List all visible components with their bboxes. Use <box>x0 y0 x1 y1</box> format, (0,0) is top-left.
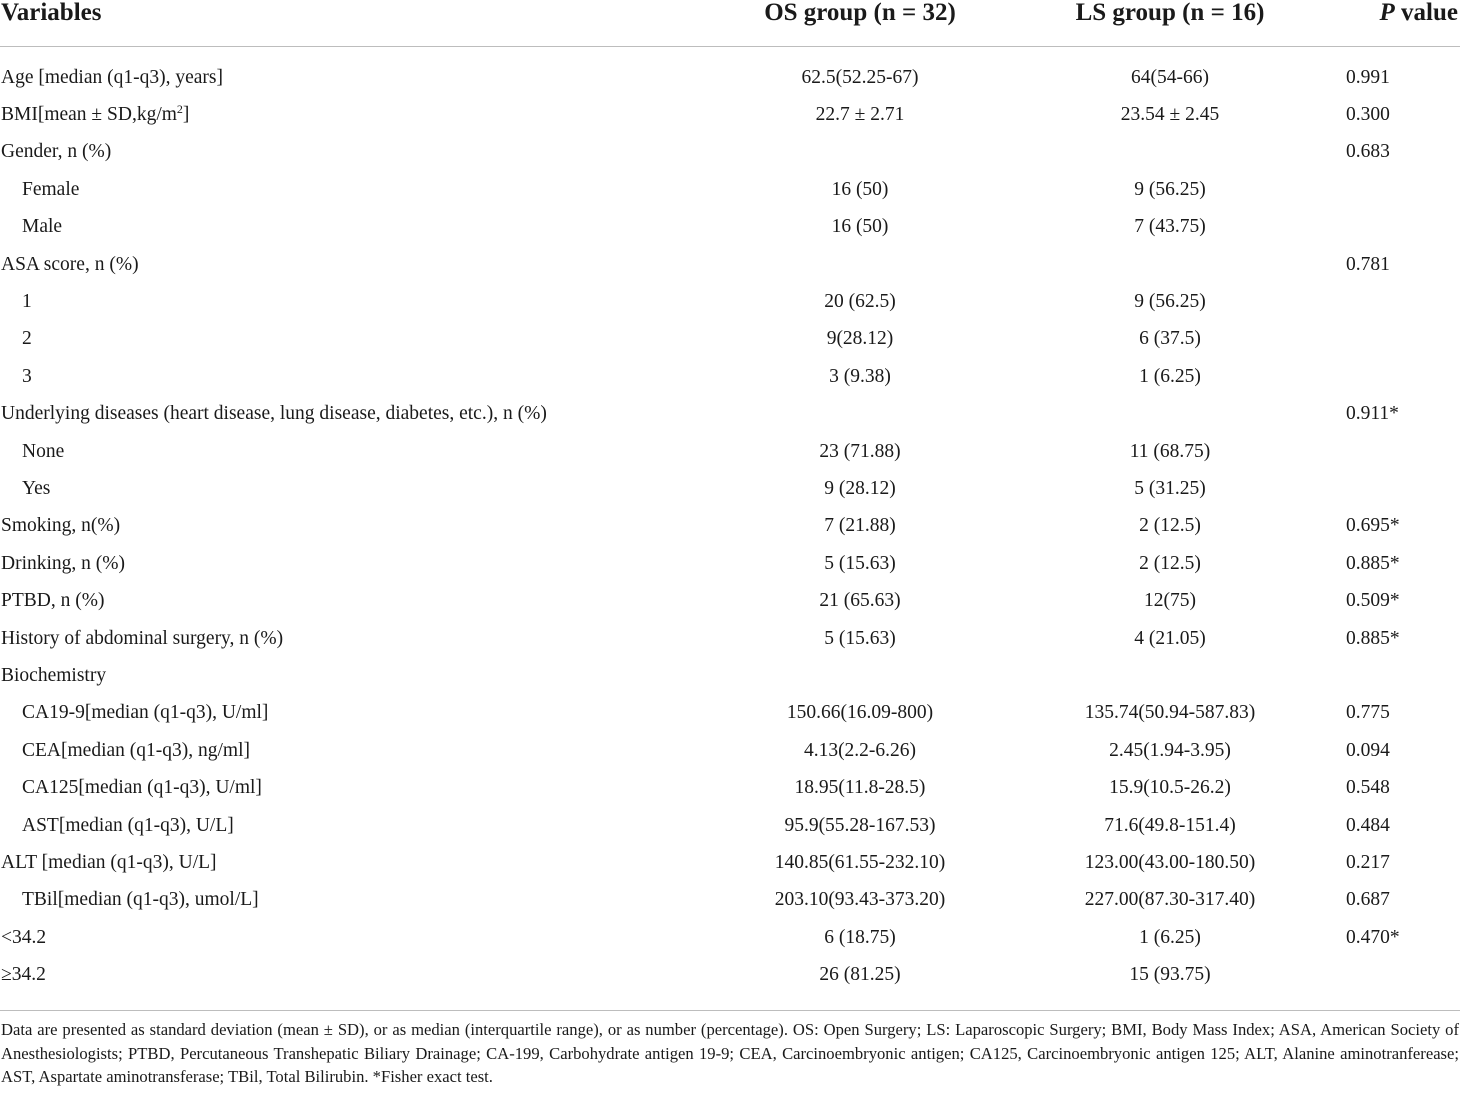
row-ls-value: 71.6(49.8-151.4) <box>1104 814 1236 836</box>
row-ls-value: 11 (68.75) <box>1129 440 1211 462</box>
header-p-value <box>1340 0 1460 47</box>
table-row <box>0 807 1460 844</box>
row-os-value: 62.5(52.25-67) <box>801 66 919 88</box>
row-p-value: 0.300 <box>1346 104 1390 126</box>
table-row <box>0 695 1460 732</box>
row-ls-value: 4 (21.05) <box>1134 627 1206 649</box>
header-p-italic: P <box>1379 0 1395 26</box>
row-ls-value: 227.00(87.30-317.40) <box>1084 889 1256 911</box>
row-variable: Biochemistry <box>1 664 107 686</box>
row-variable: Drinking, n (%) <box>1 552 126 574</box>
row-p-value: 0.470* <box>1346 926 1400 948</box>
table-row <box>0 919 1460 956</box>
row-ls-value: 123.00(43.00-180.50) <box>1084 851 1256 873</box>
table-row <box>0 358 1460 395</box>
row-ls-value: 1 (6.25) <box>1139 365 1201 387</box>
row-ls-value <box>980 396 1340 433</box>
table-header <box>0 0 1460 47</box>
row-os-value: 5 (15.63) <box>824 627 896 649</box>
row-ls-value <box>980 246 1340 283</box>
row-os-value <box>680 396 980 433</box>
row-ls-value: 2 (12.5) <box>1139 515 1201 537</box>
row-p-value: 0.885* <box>1346 552 1400 574</box>
row-ls-value: 2.45(1.94-3.95) <box>1109 739 1231 761</box>
row-p-value: 0.695* <box>1346 515 1400 537</box>
table-row <box>0 134 1460 171</box>
row-os-value: 21 (65.63) <box>819 590 901 612</box>
row-variable: ALT [median (q1-q3), U/L] <box>1 851 217 873</box>
row-variable <box>0 96 680 133</box>
row-p-value: 0.683 <box>1346 141 1390 163</box>
row-ls-value: 7 (43.75) <box>1134 216 1206 238</box>
row-p-value <box>1340 283 1460 320</box>
table-row <box>0 582 1460 619</box>
row-p-value: 0.991 <box>1346 66 1390 88</box>
row-p-value: 0.911* <box>1346 403 1399 425</box>
table-row <box>0 470 1460 507</box>
table-row <box>0 657 1460 694</box>
row-p-value: 0.484 <box>1346 814 1390 836</box>
row-os-value: 23 (71.88) <box>819 440 901 462</box>
row-ls-value: 15 (93.75) <box>1129 964 1211 986</box>
row-ls-value: 5 (31.25) <box>1134 477 1206 499</box>
table-footnote: Data are presented as standard deviation (mean ± SD), or as median (interquartile range), or as number (percentage). OS: Open Surgery; LS: Laparoscopic Surgery; BMI, Body Mass Index; ASA, American Society of Anesthesiologists; PTBD, Percutaneous Transhepatic Biliary Drainage; CA-199, Carbohydrate antigen 19-9; CEA, Carcinoembryonic antigen; CA125, Carcinoembryonic antigen 125; ALT, Alanine aminotranferease; AST, Aspartate aminotransferase; TBil, Total Bilirubin. *Fisher exact test. <box>1 1020 1459 1086</box>
row-os-value: 20 (62.5) <box>824 291 896 313</box>
row-ls-value: 9 (56.25) <box>1134 178 1206 200</box>
table-row <box>0 321 1460 358</box>
table-row <box>0 620 1460 657</box>
row-os-value: 4.13(2.2-6.26) <box>803 739 917 761</box>
row-ls-value: 23.54 ± 2.45 <box>1120 104 1220 126</box>
row-p-value: 0.885* <box>1346 627 1400 649</box>
table-row <box>0 246 1460 283</box>
row-ls-value: 135.74(50.94-587.83) <box>1084 702 1256 724</box>
table-row <box>0 882 1460 919</box>
row-variable: Female <box>22 178 80 200</box>
row-os-value: 16 (50) <box>831 178 889 200</box>
row-ls-value <box>980 657 1340 694</box>
row-ls-value: 2 (12.5) <box>1139 552 1201 574</box>
row-os-value: 203.10(93.43-373.20) <box>774 889 946 911</box>
row-ls-value: 1 (6.25) <box>1139 926 1201 948</box>
row-ls-value: 64(54-66) <box>1131 66 1209 88</box>
row-p-value <box>1340 433 1460 470</box>
row-variable: ASA score, n (%) <box>1 253 139 275</box>
table-row <box>0 209 1460 246</box>
row-ls-value <box>980 134 1340 171</box>
table-row <box>0 769 1460 806</box>
row-p-value: 0.094 <box>1346 739 1390 761</box>
row-p-value: 0.548 <box>1346 777 1390 799</box>
row-variable: TBil[median (q1-q3), umol/L] <box>22 889 259 911</box>
row-p-value <box>1340 956 1460 993</box>
table-row <box>0 96 1460 133</box>
table-row <box>0 956 1460 993</box>
row-variable: CEA[median (q1-q3), ng/ml] <box>22 739 250 761</box>
table-row <box>0 844 1460 881</box>
row-ls-value: 15.9(10.5-26.2) <box>1109 777 1231 799</box>
header-os-group: OS group (n = 32) <box>764 0 956 26</box>
row-os-value: 6 (18.75) <box>824 926 896 948</box>
row-variable: PTBD, n (%) <box>1 590 105 612</box>
row-ls-value: 9 (56.25) <box>1134 291 1206 313</box>
header-p-rest: value <box>1394 0 1458 26</box>
row-variable: ≥34.2 <box>1 964 46 986</box>
row-ls-value: 6 (37.5) <box>1139 328 1201 350</box>
row-p-value: 0.775 <box>1346 702 1390 724</box>
row-p-value: 0.781 <box>1346 253 1390 275</box>
row-variable: Underlying diseases (heart disease, lung disease, diabetes, etc.), n (%) <box>1 403 547 425</box>
bmi-label-end: ] <box>182 104 190 126</box>
bmi-label: BMI[mean ± SD,kg/m <box>1 104 177 126</box>
row-os-value: 18.95(11.8-28.5) <box>794 777 926 799</box>
bmi-superscript: 2 <box>176 102 183 117</box>
row-p-value <box>1340 171 1460 208</box>
row-os-value <box>680 657 980 694</box>
row-variable: Male <box>22 216 63 238</box>
row-os-value: 22.7 ± 2.71 <box>815 104 905 126</box>
table-body <box>0 47 1460 994</box>
row-variable: Yes <box>22 477 51 499</box>
row-variable: CA19-9[median (q1-q3), U/ml] <box>22 702 269 724</box>
header-ls-group: LS group (n = 16) <box>1075 0 1265 26</box>
row-p-value <box>1340 657 1460 694</box>
header-row <box>0 0 1460 47</box>
table-row <box>0 433 1460 470</box>
table-row <box>0 283 1460 320</box>
row-os-value: 7 (21.88) <box>824 515 896 537</box>
row-p-value: 0.509* <box>1346 590 1400 612</box>
row-variable: 3 <box>22 365 32 387</box>
row-os-value <box>680 246 980 283</box>
table-row <box>0 171 1460 208</box>
row-variable: CA125[median (q1-q3), U/ml] <box>22 777 262 799</box>
row-p-value <box>1340 470 1460 507</box>
row-p-value: 0.217 <box>1346 851 1390 873</box>
row-os-value <box>680 134 980 171</box>
row-p-value <box>1340 321 1460 358</box>
table-row <box>0 396 1460 433</box>
table-row <box>0 545 1460 582</box>
row-variable: Gender, n (%) <box>1 141 112 163</box>
row-os-value: 9(28.12) <box>826 328 894 350</box>
table-row <box>0 47 1460 97</box>
row-os-value: 5 (15.63) <box>824 552 896 574</box>
table-row <box>0 732 1460 769</box>
row-os-value: 16 (50) <box>831 216 889 238</box>
row-p-value <box>1340 358 1460 395</box>
row-p-value: 0.687 <box>1346 889 1390 911</box>
row-variable: None <box>22 440 65 462</box>
row-os-value: 3 (9.38) <box>829 365 891 387</box>
row-os-value: 26 (81.25) <box>819 964 901 986</box>
row-variable: AST[median (q1-q3), U/L] <box>22 814 234 836</box>
row-os-value: 95.9(55.28-167.53) <box>784 814 936 836</box>
row-p-value <box>1340 209 1460 246</box>
header-variables: Variables <box>1 0 102 26</box>
table-row <box>0 508 1460 545</box>
row-variable: <34.2 <box>1 926 47 948</box>
row-variable: 2 <box>22 328 32 350</box>
row-os-value: 9 (28.12) <box>824 477 896 499</box>
row-variable: History of abdominal surgery, n (%) <box>1 627 284 649</box>
footer-divider <box>0 1010 1460 1011</box>
row-variable: Age [median (q1-q3), years] <box>1 66 223 88</box>
row-os-value: 140.85(61.55-232.10) <box>774 851 946 873</box>
row-variable: Smoking, n(%) <box>1 515 121 537</box>
row-os-value: 150.66(16.09-800) <box>786 702 934 724</box>
row-ls-value: 12(75) <box>1144 590 1196 612</box>
row-variable: 1 <box>22 291 32 313</box>
